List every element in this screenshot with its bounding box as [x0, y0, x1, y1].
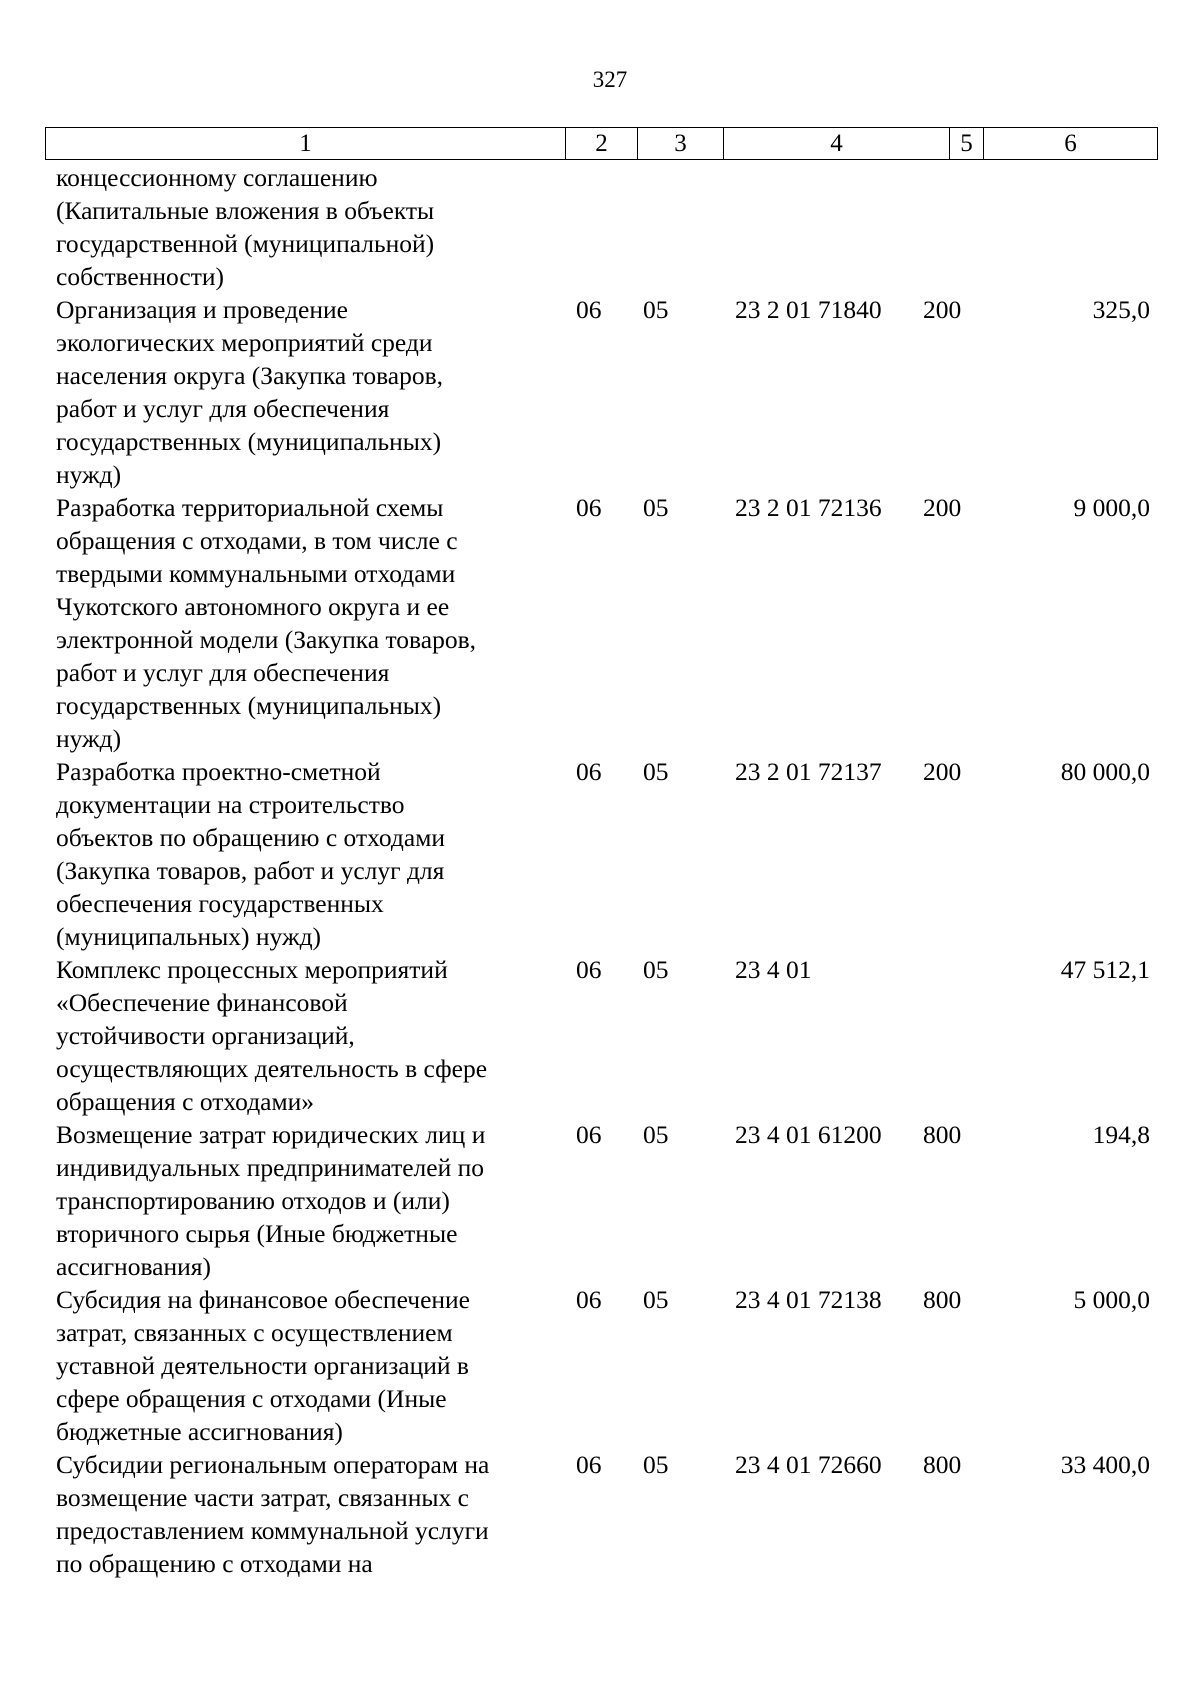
row-name: Субсидия на финансовое обеспечение затрат, связанных с осуществлением уставной деятельности организаций в сфере обращения с отходами (Иные бюджетные ассигнования): [56, 1285, 471, 1446]
table-row: [45, 293, 1161, 491]
row-sum: 194,8: [1092, 1120, 1150, 1149]
row-name: Организация и проведение экологических мероприятий среди населения округа (Закупка товаров, работ и услуг для обеспечения государственных (муниципальных) нужд): [56, 295, 444, 489]
row-code: 23 2 01 71840: [735, 295, 882, 324]
row-subsection: 05: [643, 757, 669, 786]
header-col-1: 1: [46, 128, 566, 160]
row-sum: 9 000,0: [1073, 493, 1150, 522]
budget-table: [45, 161, 1161, 1580]
row-code: 23 4 01 72138: [735, 1285, 882, 1314]
row-subsection: 05: [643, 493, 669, 522]
row-sum: 33 400,0: [1060, 1450, 1150, 1479]
table-header: [45, 127, 1158, 160]
row-subsection: 05: [643, 1450, 669, 1479]
table-row: [45, 491, 1161, 755]
table-row: [45, 1448, 1161, 1580]
row-name: Возмещение затрат юридических лиц и индивидуальных предпринимателей по транспортированию отходов и (или) вторичного сырья (Иные бюджетные ассигнования): [56, 1120, 486, 1281]
row-section: 06: [576, 1120, 602, 1149]
table-row: [45, 953, 1161, 1118]
row-expense-type: 200: [923, 295, 962, 324]
header-col-3: 3: [638, 128, 724, 160]
row-name: Разработка проектно-сметной документации на строительство объектов по обращению с отходами (Закупка товаров, работ и услуг для обеспечения государственных (муниципальных) нужд): [56, 757, 445, 951]
row-name: концессионному соглашению (Капитальные вложения в объекты государственной (муниципальной) собственности): [56, 163, 435, 291]
table-row: [45, 1118, 1161, 1283]
header-col-2: 2: [566, 128, 638, 160]
header-col-6: 6: [984, 128, 1158, 160]
row-section: 06: [576, 295, 602, 324]
row-code: 23 2 01 72137: [735, 757, 882, 786]
page-number: 327: [592, 67, 628, 92]
row-expense-type: 200: [923, 757, 962, 786]
row-subsection: 05: [643, 295, 669, 324]
row-subsection: [637, 161, 723, 293]
row-section: 06: [576, 493, 602, 522]
row-expense-type: [911, 953, 987, 1118]
row-sum: 5 000,0: [1073, 1285, 1150, 1314]
row-code: [723, 161, 911, 293]
row-expense-type: 800: [923, 1120, 962, 1149]
header-col-5: 5: [950, 128, 984, 160]
row-sum: 80 000,0: [1060, 757, 1150, 786]
row-name: Разработка территориальной схемы обращения с отходами, в том числе с твердыми коммунальными отходами Чукотского автономного округа и ее электронной модели (Закупка товаров, работ и услуг для обеспечения государственных (муниципальных) нужд): [56, 493, 476, 753]
row-code: 23 4 01: [735, 955, 812, 984]
row-section: 06: [576, 1285, 602, 1314]
row-expense-type: 200: [923, 493, 962, 522]
row-name: Субсидии региональным операторам на возмещение части затрат, связанных с предоставлением коммунальной услуги по обращению с отходами на: [56, 1450, 490, 1578]
row-expense-type: 800: [923, 1450, 962, 1479]
row-sum: 325,0: [1092, 295, 1150, 324]
row-code: 23 4 01 72660: [735, 1450, 882, 1479]
table-body: [45, 161, 1161, 1580]
row-expense-type: 800: [923, 1285, 962, 1314]
row-sum: [987, 161, 1161, 293]
row-code: 23 2 01 72136: [735, 493, 882, 522]
table-row: [45, 1283, 1161, 1448]
header-col-4: 4: [724, 128, 950, 160]
row-subsection: 05: [643, 1285, 669, 1314]
row-subsection: 05: [643, 955, 669, 984]
row-section: [565, 161, 637, 293]
row-section: 06: [576, 1450, 602, 1479]
row-name: Комплекс процессных мероприятий «Обеспечение финансовой устойчивости организаций, осуществляющих деятельность в сфере обращения с отходами»: [56, 955, 488, 1116]
row-section: 06: [576, 757, 602, 786]
table-row: [45, 161, 1161, 293]
table-row: [45, 755, 1161, 953]
row-code: 23 4 01 61200: [735, 1120, 882, 1149]
row-expense-type: [911, 161, 987, 293]
row-sum: 47 512,1: [1060, 955, 1150, 984]
row-subsection: 05: [643, 1120, 669, 1149]
row-section: 06: [576, 955, 602, 984]
